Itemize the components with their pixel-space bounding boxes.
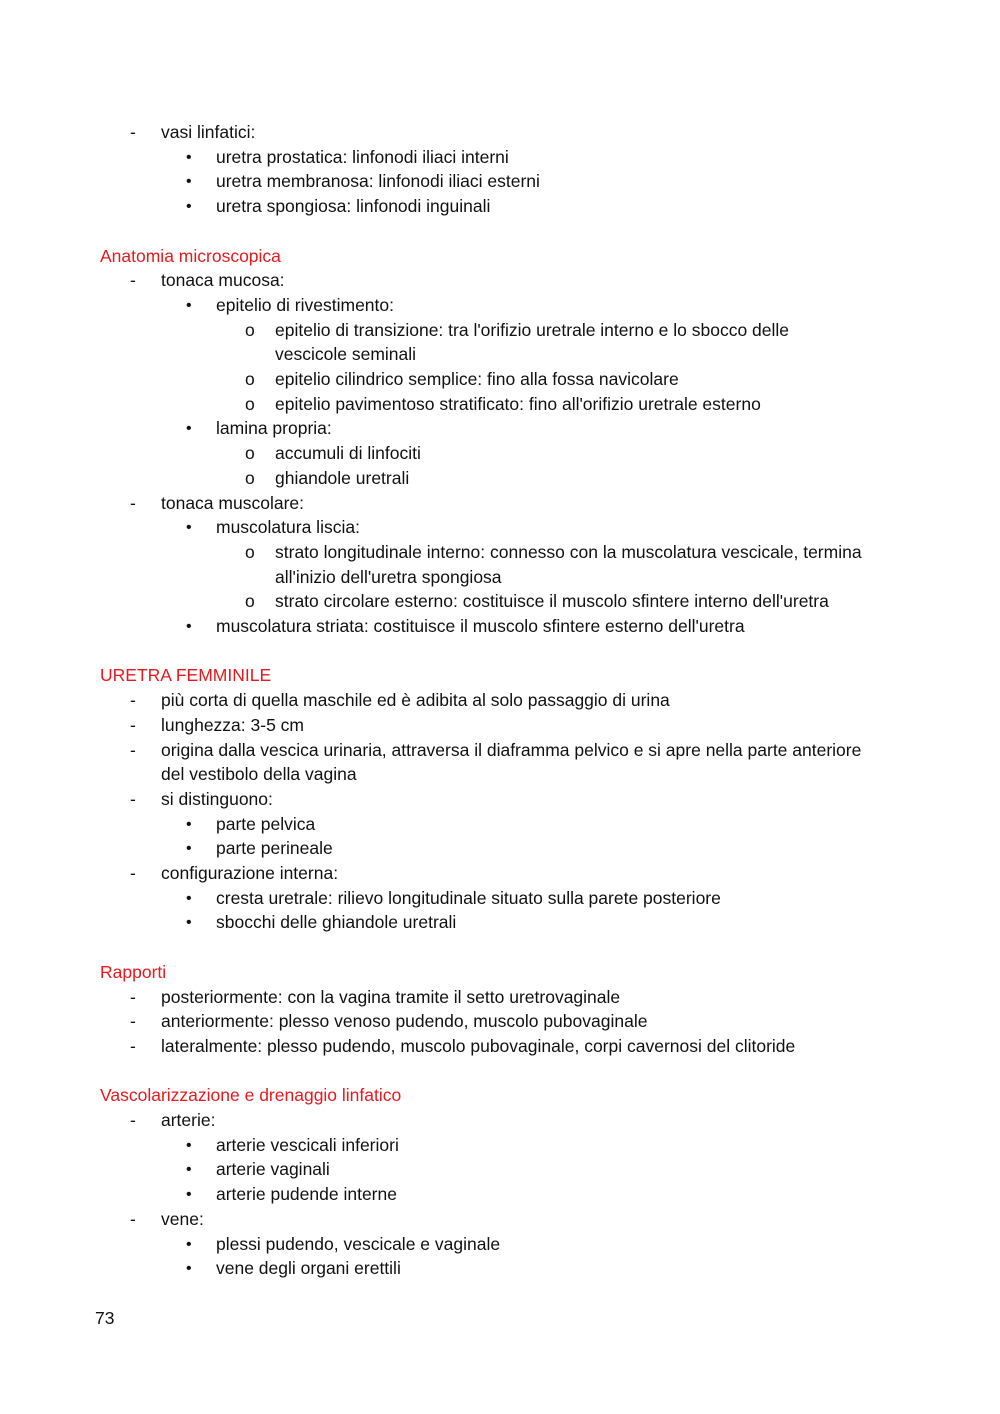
list-item-text: arterie pudende interne xyxy=(216,1184,397,1205)
list-item-text: tonaca mucosa: xyxy=(161,270,285,291)
list-item-text: arterie vescicali inferiori xyxy=(216,1134,399,1155)
list-item-text: muscolatura striata: costituisce il muscolo sfintere esterno dell'uretra xyxy=(216,616,745,636)
circle-marker: o xyxy=(245,443,255,464)
bullet-marker: • xyxy=(186,173,192,191)
list-item-text: cresta uretrale: rilievo longitudinale situato sulla parete posteriore xyxy=(216,887,721,908)
dash-marker: - xyxy=(130,986,136,1007)
dash-marker: - xyxy=(130,863,136,883)
dash-marker: - xyxy=(130,1110,136,1130)
list-item-text: uretra prostatica: linfonodi iliaci interni xyxy=(216,146,509,167)
bullet-marker: • xyxy=(186,198,192,216)
list-item-text: epitelio di rivestimento: xyxy=(216,294,394,315)
list-item-text: lamina propria: xyxy=(216,418,332,439)
list-item-text: plessi pudendo, vescicale e vaginale xyxy=(216,1233,501,1254)
list-item-text: posteriormente: con la vagina tramite il setto uretrovaginale xyxy=(161,986,621,1007)
bullet-marker: • xyxy=(186,889,192,907)
circle-marker: o xyxy=(245,369,255,389)
list-item-text: ghiandole uretrali xyxy=(275,467,410,488)
list-item-text: arterie vaginali xyxy=(216,1159,330,1180)
bullet-marker: • xyxy=(186,914,192,932)
list-item-text: vene degli organi erettili xyxy=(216,1258,401,1279)
list-item-text: epitelio cilindrico semplice: fino alla fossa navicolare xyxy=(275,369,679,389)
list-item-text: tonaca muscolare: xyxy=(161,492,304,513)
dash-marker: - xyxy=(130,1011,136,1032)
section-heading: Rapporti xyxy=(100,961,167,982)
circle-marker: o xyxy=(245,541,255,562)
dash-marker: - xyxy=(130,122,136,142)
list-item-text: anteriormente: plesso venoso pudendo, muscolo pubovaginale xyxy=(161,1011,648,1032)
dash-marker: - xyxy=(130,739,136,760)
section-heading: Vascolarizzazione e drenaggio linfatico xyxy=(100,1085,402,1106)
list-item-text: accumuli di linfociti xyxy=(275,443,421,464)
dash-marker: - xyxy=(130,690,136,711)
list-item-text: lateralmente: plesso pudendo, muscolo pubovaginale, corpi cavernosi del clitoride xyxy=(161,1035,796,1056)
list-item-text: lunghezza: 3-5 cm xyxy=(161,714,304,735)
page-number: 73 xyxy=(95,1308,115,1328)
list-item-text: uretra membranosa: linfonodi iliaci esterni xyxy=(216,171,540,192)
bullet-marker: • xyxy=(186,420,192,438)
list-item-text: vene: xyxy=(161,1208,204,1229)
bullet-marker: • xyxy=(186,296,192,314)
bullet-marker: • xyxy=(186,618,192,635)
dash-marker: - xyxy=(130,1208,136,1229)
list-item-text: vescicole seminali xyxy=(275,344,417,365)
list-item-text: strato longitudinale interno: connesso con la muscolatura vescicale, termina xyxy=(275,541,862,562)
list-item-text: strato circolare esterno: costituisce il muscolo sfintere interno dell'uretra xyxy=(275,591,829,612)
section-heading: URETRA FEMMINILE xyxy=(100,665,272,686)
dash-marker: - xyxy=(130,492,136,513)
list-item-text: si distinguono: xyxy=(161,788,273,809)
circle-marker: o xyxy=(245,319,255,340)
bullet-marker: • xyxy=(186,815,192,833)
bullet-marker: • xyxy=(186,1260,192,1278)
list-item-text: epitelio pavimentoso stratificato: fino all'orifizio uretrale esterno xyxy=(275,393,761,414)
list-item-text: del vestibolo della vagina xyxy=(161,764,357,785)
circle-marker: o xyxy=(245,591,255,612)
dash-marker: - xyxy=(130,270,136,291)
bullet-marker: • xyxy=(186,1136,192,1154)
list-item-text: configurazione interna: xyxy=(161,863,339,883)
bullet-marker: • xyxy=(186,1186,192,1204)
list-item-text: vasi linfatici: xyxy=(161,122,256,142)
list-item-text: origina dalla vescica urinaria, attraversa il diaframma pelvico e si apre nella parte anteriore xyxy=(161,739,862,760)
list-item-text: arterie: xyxy=(161,1110,216,1130)
list-item-text: parte pelvica xyxy=(216,813,316,834)
list-item-text: sbocchi delle ghiandole uretrali xyxy=(216,912,457,933)
list-item-text: uretra spongiosa: linfonodi inguinali xyxy=(216,196,491,217)
list-item-text: epitelio di transizione: tra l'orifizio uretrale interno e lo sbocco delle xyxy=(275,319,790,340)
list-item-text: parte perineale xyxy=(216,838,333,859)
section-heading: Anatomia microscopica xyxy=(100,245,281,266)
list-item-text: muscolatura liscia: xyxy=(216,517,360,538)
bullet-marker: • xyxy=(186,148,192,166)
dash-marker: - xyxy=(130,1035,136,1056)
bullet-marker: • xyxy=(186,840,192,858)
list-item-text: più corta di quella maschile ed è adibita al solo passaggio di urina xyxy=(161,690,670,711)
bullet-marker: • xyxy=(186,1161,192,1179)
circle-marker: o xyxy=(245,467,255,488)
bullet-marker: • xyxy=(186,519,192,537)
circle-marker: o xyxy=(245,393,255,414)
dash-marker: - xyxy=(130,788,136,809)
list-item-text: all'inizio dell'uretra spongiosa xyxy=(275,566,502,587)
bullet-marker: • xyxy=(186,1235,192,1253)
dash-marker: - xyxy=(130,714,136,735)
